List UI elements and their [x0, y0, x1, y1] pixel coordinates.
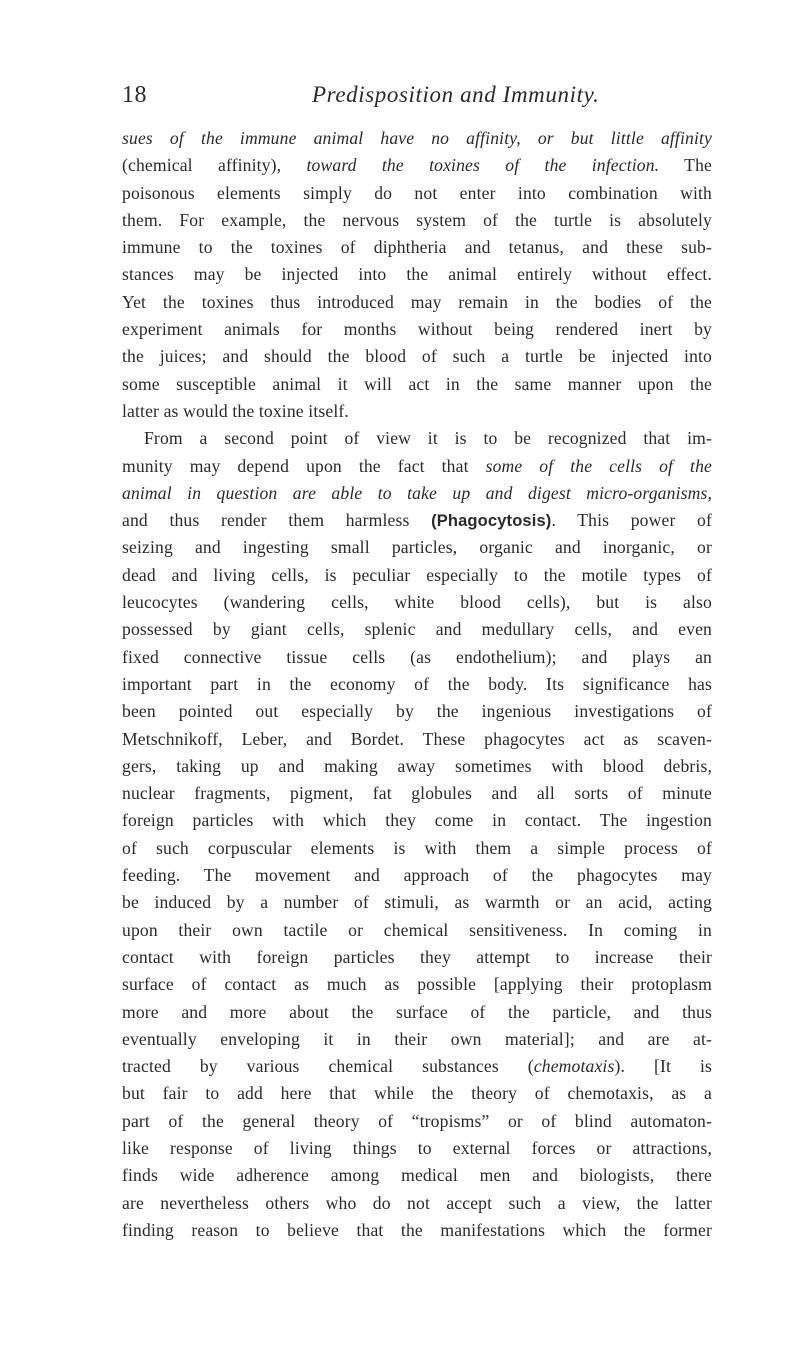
text-line — [122, 180, 712, 207]
text-run: The — [659, 155, 712, 176]
text-line — [122, 589, 712, 616]
text-run: munity may depend upon the fact that — [122, 455, 486, 476]
text-run: been pointed out especially by the ingenious investigations of — [122, 701, 712, 722]
text-run: part of the general theory of “tropisms” or of blind automaton- — [122, 1110, 712, 1131]
text-line — [122, 1162, 712, 1189]
text-run: be induced by a number of stimuli, as warmth or an acid, acting — [122, 892, 712, 913]
text-run: Yet the toxines thus introduced may remain in the bodies of the — [122, 291, 712, 312]
text-line — [122, 371, 712, 398]
text-run: contact with foreign particles they attempt to increase their — [122, 946, 712, 967]
text-line — [122, 1053, 712, 1080]
italic-text: sues of the immune animal have no affinity, or but little affinity — [122, 128, 712, 148]
text-run: fixed connective tissue cells (as endothelium); and plays an — [122, 646, 712, 667]
text-line — [122, 726, 712, 753]
text-line — [122, 289, 712, 316]
text-line — [122, 753, 712, 780]
text-line — [122, 1026, 712, 1053]
text-run: nuclear fragments, pigment, fat globules and all sorts of minute — [122, 783, 712, 804]
text-line — [122, 698, 712, 725]
italic-text: toward the toxines of the infection. — [306, 155, 660, 176]
text-run: them. For example, the nervous system of the turtle is absolutely — [122, 209, 712, 230]
text-line — [122, 343, 712, 370]
text-line — [122, 999, 712, 1026]
text-run: immune to the toxines of diphtheria and tetanus, and these sub- — [122, 237, 712, 258]
text-run: leucocytes (wandering cells, white blood cells), but is also — [122, 592, 712, 613]
text-run: foreign particles with which they come in contact. The ingestion — [122, 810, 712, 831]
text-line — [122, 1217, 712, 1244]
running-title: Predisposition and Immunity. — [312, 82, 600, 107]
text-run: . This power of — [551, 510, 712, 531]
text-line — [122, 152, 712, 179]
text-run: some susceptible animal it will act in the same manner upon the — [122, 373, 712, 394]
text-run: and thus render them harmless — [122, 510, 432, 531]
text-run: seizing and ingesting small particles, organic and inorganic, or — [122, 537, 712, 558]
text-run: possessed by giant cells, splenic and medullary cells, and even — [122, 619, 712, 640]
text-line — [122, 644, 712, 671]
italic-text: animal in question are able to take up and digest micro-organisms, — [122, 482, 712, 503]
text-line — [122, 534, 712, 561]
body-text — [122, 125, 712, 1244]
text-line — [122, 944, 712, 971]
text-run: like response of living things to external forces or attractions, — [122, 1137, 712, 1158]
text-line — [122, 1108, 712, 1135]
text-run: experiment animals for months without being rendered inert by — [122, 319, 712, 340]
text-run: more and more about the surface of the particle, and thus — [122, 1001, 712, 1022]
text-line — [122, 671, 712, 698]
text-run: of such corpuscular elements is with them a simple process of — [122, 837, 712, 858]
page-number: 18 — [122, 82, 147, 108]
text-line — [122, 835, 712, 862]
text-line — [122, 207, 712, 234]
text-run: important part in the economy of the body. Its significance has — [122, 673, 712, 694]
text-run: surface of contact as much as possible [applying their protoplasm — [122, 974, 712, 995]
running-head — [122, 78, 712, 112]
text-line — [122, 125, 712, 152]
text-run: From a second point of view it is to be recognized that im- — [144, 428, 712, 449]
text-run: the juices; and should the blood of such a turtle be injected into — [122, 346, 712, 367]
text-line — [122, 507, 712, 534]
text-line — [122, 889, 712, 916]
text-line — [122, 807, 712, 834]
text-line — [122, 971, 712, 998]
text-line — [122, 616, 712, 643]
text-run: gers, taking up and making away sometimes with blood debris, — [122, 755, 712, 776]
text-line — [122, 1190, 712, 1217]
bold-term: (Phagocytosis) — [431, 512, 552, 531]
text-run: stances may be injected into the animal entirely without effect. — [122, 264, 712, 285]
italic-text: some of the cells of the — [485, 455, 712, 476]
text-line — [122, 1135, 712, 1162]
text-run: Metschnikoff, Leber, and Bordet. These phagocytes act as scaven- — [122, 728, 712, 749]
text-line — [122, 562, 712, 589]
text-run: poisonous elements simply do not enter into combination with — [122, 182, 712, 203]
text-run: dead and living cells, is peculiar especially to the motile types of — [122, 564, 712, 585]
text-run: latter as would the toxine itself. — [122, 400, 349, 421]
text-run: feeding. The movement and approach of the phagocytes may — [122, 865, 712, 886]
text-line — [122, 316, 712, 343]
text-run: (chemical affinity), — [122, 155, 307, 176]
text-run: finds wide adherence among medical men and biologists, there — [122, 1165, 712, 1186]
text-line — [122, 917, 712, 944]
text-line — [122, 862, 712, 889]
text-line — [122, 234, 712, 261]
italic-text: chemotaxis — [533, 1056, 615, 1077]
text-line — [122, 480, 712, 507]
text-line — [122, 261, 712, 288]
text-run: upon their own tactile or chemical sensitiveness. In coming in — [122, 919, 712, 940]
text-line — [122, 398, 712, 425]
text-line — [122, 425, 712, 452]
text-run: tracted by various chemical substances ( — [122, 1056, 534, 1077]
text-run: but fair to add here that while the theory of chemotaxis, as a — [122, 1083, 712, 1104]
text-run: ). [It is — [614, 1056, 712, 1077]
text-line — [122, 453, 712, 480]
text-run: eventually enveloping it in their own material]; and are at- — [122, 1028, 712, 1049]
text-run: finding reason to believe that the manifestations which the former — [122, 1219, 712, 1240]
text-line — [122, 1080, 712, 1107]
text-line — [122, 780, 712, 807]
text-run: are nevertheless others who do not accept such a view, the latter — [122, 1192, 712, 1213]
